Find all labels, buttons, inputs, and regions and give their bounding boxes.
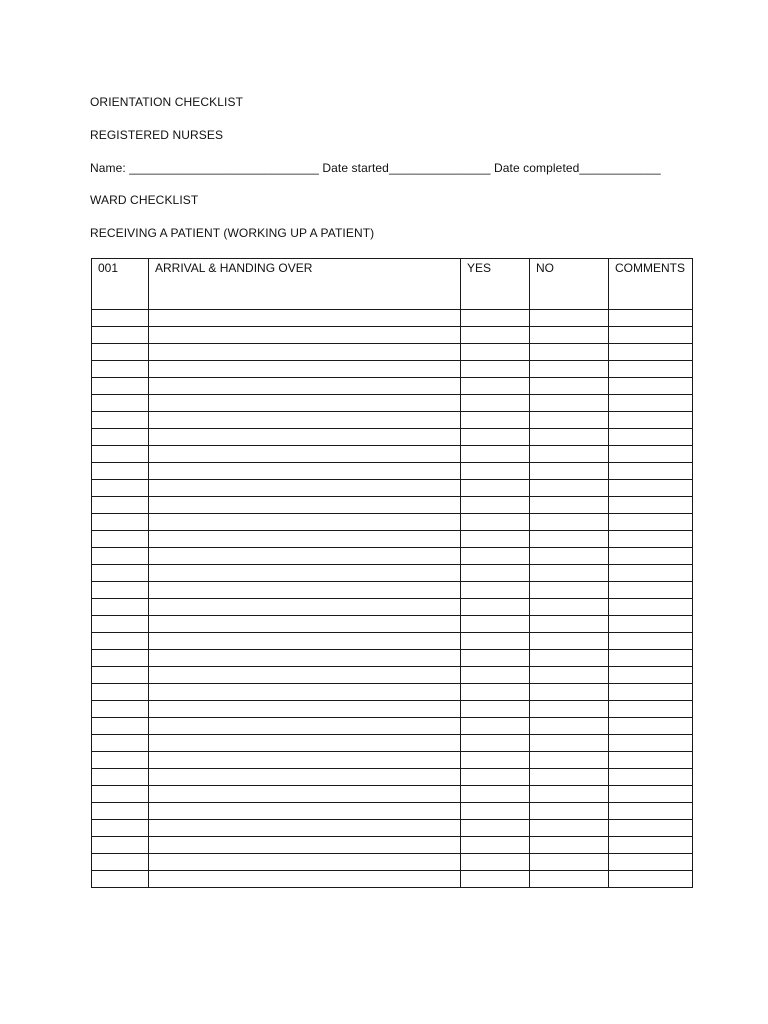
yes-cell[interactable]	[461, 480, 530, 497]
item-cell[interactable]	[149, 786, 461, 803]
no-cell[interactable]	[530, 565, 609, 582]
no-cell[interactable]	[530, 599, 609, 616]
item-cell[interactable]	[149, 514, 461, 531]
yes-cell[interactable]	[461, 327, 530, 344]
checklist-table	[91, 258, 693, 888]
no-cell[interactable]	[530, 616, 609, 633]
table-row	[92, 718, 693, 735]
no-cell[interactable]	[530, 752, 609, 769]
code-cell[interactable]	[92, 548, 149, 565]
item-cell[interactable]	[149, 310, 461, 327]
yes-cell[interactable]	[461, 633, 530, 650]
yes-cell[interactable]	[461, 582, 530, 599]
table-row	[92, 412, 693, 429]
code-cell[interactable]	[92, 344, 149, 361]
table-row	[92, 378, 693, 395]
header-yes: YES	[461, 259, 530, 310]
table-row	[92, 616, 693, 633]
no-cell[interactable]	[530, 446, 609, 463]
item-cell[interactable]	[149, 650, 461, 667]
yes-cell[interactable]	[461, 820, 530, 837]
comments-cell[interactable]	[609, 582, 693, 599]
comments-cell[interactable]	[609, 752, 693, 769]
comments-cell[interactable]	[609, 718, 693, 735]
yes-cell[interactable]	[461, 310, 530, 327]
item-cell[interactable]	[149, 565, 461, 582]
comments-cell[interactable]	[609, 412, 693, 429]
comments-cell[interactable]	[609, 565, 693, 582]
no-cell[interactable]	[530, 429, 609, 446]
no-cell[interactable]	[530, 871, 609, 888]
comments-cell[interactable]	[609, 701, 693, 718]
comments-cell[interactable]	[609, 769, 693, 786]
comments-cell[interactable]	[609, 684, 693, 701]
comments-cell[interactable]	[609, 599, 693, 616]
comments-cell[interactable]	[609, 803, 693, 820]
yes-cell[interactable]	[461, 616, 530, 633]
item-cell[interactable]	[149, 718, 461, 735]
no-cell[interactable]	[530, 803, 609, 820]
yes-cell[interactable]	[461, 395, 530, 412]
comments-cell[interactable]	[609, 531, 693, 548]
comments-cell[interactable]	[609, 548, 693, 565]
table-row	[92, 344, 693, 361]
code-cell[interactable]	[92, 667, 149, 684]
yes-cell[interactable]	[461, 548, 530, 565]
item-cell[interactable]	[149, 531, 461, 548]
table-row	[92, 582, 693, 599]
code-cell[interactable]	[92, 803, 149, 820]
code-cell[interactable]	[92, 497, 149, 514]
table-row	[92, 327, 693, 344]
yes-cell[interactable]	[461, 803, 530, 820]
table-row	[92, 361, 693, 378]
code-cell[interactable]	[92, 514, 149, 531]
no-cell[interactable]	[530, 633, 609, 650]
table-row	[92, 531, 693, 548]
table-row	[92, 854, 693, 871]
yes-cell[interactable]	[461, 429, 530, 446]
no-cell[interactable]	[530, 361, 609, 378]
table-row	[92, 463, 693, 480]
comments-cell[interactable]	[609, 650, 693, 667]
no-cell[interactable]	[530, 837, 609, 854]
table-row	[92, 548, 693, 565]
comments-cell[interactable]	[609, 480, 693, 497]
item-cell[interactable]	[149, 701, 461, 718]
no-cell[interactable]	[530, 344, 609, 361]
table-row	[92, 803, 693, 820]
no-cell[interactable]	[530, 786, 609, 803]
comments-cell[interactable]	[609, 735, 693, 752]
document-title: ORIENTATION CHECKLIST	[90, 95, 244, 109]
comments-cell[interactable]	[609, 497, 693, 514]
yes-cell[interactable]	[461, 446, 530, 463]
no-cell[interactable]	[530, 735, 609, 752]
comments-cell[interactable]	[609, 463, 693, 480]
no-cell[interactable]	[530, 701, 609, 718]
no-cell[interactable]	[530, 395, 609, 412]
table-row	[92, 667, 693, 684]
comments-cell[interactable]	[609, 633, 693, 650]
code-cell[interactable]	[92, 327, 149, 344]
item-cell[interactable]	[149, 854, 461, 871]
comments-cell[interactable]	[609, 344, 693, 361]
code-cell[interactable]	[92, 310, 149, 327]
yes-cell[interactable]	[461, 701, 530, 718]
table-row	[92, 820, 693, 837]
table-row	[92, 684, 693, 701]
subsection-heading: RECEIVING A PATIENT (WORKING UP A PATIENT)	[90, 226, 375, 240]
document-subtitle: REGISTERED NURSES	[90, 128, 224, 142]
comments-cell[interactable]	[609, 310, 693, 327]
item-cell[interactable]	[149, 378, 461, 395]
yes-cell[interactable]	[461, 667, 530, 684]
header-code: 001	[92, 259, 149, 310]
yes-cell[interactable]	[461, 735, 530, 752]
table-row	[92, 514, 693, 531]
code-cell[interactable]	[92, 718, 149, 735]
yes-cell[interactable]	[461, 684, 530, 701]
no-cell[interactable]	[530, 327, 609, 344]
yes-cell[interactable]	[461, 378, 530, 395]
no-cell[interactable]	[530, 650, 609, 667]
item-cell[interactable]	[149, 344, 461, 361]
code-cell[interactable]	[92, 701, 149, 718]
item-cell[interactable]	[149, 395, 461, 412]
comments-cell[interactable]	[609, 667, 693, 684]
item-cell[interactable]	[149, 735, 461, 752]
table-row	[92, 735, 693, 752]
comments-cell[interactable]	[609, 837, 693, 854]
code-cell[interactable]	[92, 582, 149, 599]
header-no: NO	[530, 259, 609, 310]
item-cell[interactable]	[149, 429, 461, 446]
code-cell[interactable]	[92, 378, 149, 395]
item-cell[interactable]	[149, 548, 461, 565]
item-cell[interactable]	[149, 463, 461, 480]
code-cell[interactable]	[92, 446, 149, 463]
table-row	[92, 633, 693, 650]
item-cell[interactable]	[149, 361, 461, 378]
fields-line: Name: ____________________________ Date started_______________ Date completed____________	[90, 161, 661, 175]
item-cell[interactable]	[149, 667, 461, 684]
no-cell[interactable]	[530, 548, 609, 565]
no-cell[interactable]	[530, 463, 609, 480]
comments-cell[interactable]	[609, 395, 693, 412]
yes-cell[interactable]	[461, 871, 530, 888]
yes-cell[interactable]	[461, 344, 530, 361]
yes-cell[interactable]	[461, 752, 530, 769]
no-cell[interactable]	[530, 378, 609, 395]
comments-cell[interactable]	[609, 616, 693, 633]
yes-cell[interactable]	[461, 565, 530, 582]
no-cell[interactable]	[530, 667, 609, 684]
yes-cell[interactable]	[461, 650, 530, 667]
no-cell[interactable]	[530, 769, 609, 786]
yes-cell[interactable]	[461, 412, 530, 429]
no-cell[interactable]	[530, 497, 609, 514]
comments-cell[interactable]	[609, 327, 693, 344]
table-row	[92, 769, 693, 786]
table-row	[92, 310, 693, 327]
table-row	[92, 446, 693, 463]
code-cell[interactable]	[92, 633, 149, 650]
code-cell[interactable]	[92, 650, 149, 667]
table-row	[92, 565, 693, 582]
item-cell[interactable]	[149, 837, 461, 854]
yes-cell[interactable]	[461, 361, 530, 378]
no-cell[interactable]	[530, 310, 609, 327]
table-row	[92, 480, 693, 497]
comments-cell[interactable]	[609, 871, 693, 888]
table-row	[92, 786, 693, 803]
no-cell[interactable]	[530, 531, 609, 548]
code-cell[interactable]	[92, 565, 149, 582]
table-row	[92, 752, 693, 769]
yes-cell[interactable]	[461, 531, 530, 548]
comments-cell[interactable]	[609, 514, 693, 531]
code-cell[interactable]	[92, 412, 149, 429]
yes-cell[interactable]	[461, 786, 530, 803]
yes-cell[interactable]	[461, 514, 530, 531]
code-cell[interactable]	[92, 769, 149, 786]
comments-cell[interactable]	[609, 786, 693, 803]
comments-cell[interactable]	[609, 820, 693, 837]
item-cell[interactable]	[149, 582, 461, 599]
item-cell[interactable]	[149, 327, 461, 344]
no-cell[interactable]	[530, 412, 609, 429]
no-cell[interactable]	[530, 480, 609, 497]
yes-cell[interactable]	[461, 718, 530, 735]
table-row	[92, 701, 693, 718]
header-item: ARRIVAL & HANDING OVER	[149, 259, 461, 310]
code-cell[interactable]	[92, 480, 149, 497]
item-cell[interactable]	[149, 769, 461, 786]
section-heading: WARD CHECKLIST	[90, 193, 199, 207]
item-cell[interactable]	[149, 803, 461, 820]
table-header-row	[92, 259, 693, 310]
code-cell[interactable]	[92, 599, 149, 616]
code-cell[interactable]	[92, 616, 149, 633]
comments-cell[interactable]	[609, 429, 693, 446]
yes-cell[interactable]	[461, 769, 530, 786]
no-cell[interactable]	[530, 854, 609, 871]
no-cell[interactable]	[530, 684, 609, 701]
yes-cell[interactable]	[461, 497, 530, 514]
item-cell[interactable]	[149, 497, 461, 514]
code-cell[interactable]	[92, 429, 149, 446]
yes-cell[interactable]	[461, 599, 530, 616]
comments-cell[interactable]	[609, 361, 693, 378]
table-row	[92, 429, 693, 446]
code-cell[interactable]	[92, 395, 149, 412]
comments-cell[interactable]	[609, 378, 693, 395]
table-row	[92, 837, 693, 854]
item-cell[interactable]	[149, 480, 461, 497]
no-cell[interactable]	[530, 582, 609, 599]
table-row	[92, 599, 693, 616]
yes-cell[interactable]	[461, 837, 530, 854]
table-row	[92, 650, 693, 667]
yes-cell[interactable]	[461, 854, 530, 871]
code-cell[interactable]	[92, 684, 149, 701]
comments-cell[interactable]	[609, 446, 693, 463]
code-cell[interactable]	[92, 531, 149, 548]
item-cell[interactable]	[149, 633, 461, 650]
item-cell[interactable]	[149, 752, 461, 769]
code-cell[interactable]	[92, 854, 149, 871]
table-row	[92, 871, 693, 888]
no-cell[interactable]	[530, 514, 609, 531]
code-cell[interactable]	[92, 752, 149, 769]
no-cell[interactable]	[530, 718, 609, 735]
code-cell[interactable]	[92, 871, 149, 888]
item-cell[interactable]	[149, 599, 461, 616]
table-row	[92, 497, 693, 514]
code-cell[interactable]	[92, 463, 149, 480]
item-cell[interactable]	[149, 684, 461, 701]
code-cell[interactable]	[92, 786, 149, 803]
code-cell[interactable]	[92, 361, 149, 378]
code-cell[interactable]	[92, 820, 149, 837]
item-cell[interactable]	[149, 412, 461, 429]
comments-cell[interactable]	[609, 854, 693, 871]
item-cell[interactable]	[149, 871, 461, 888]
item-cell[interactable]	[149, 820, 461, 837]
code-cell[interactable]	[92, 837, 149, 854]
item-cell[interactable]	[149, 446, 461, 463]
header-comments: COMMENTS	[609, 259, 693, 310]
code-cell[interactable]	[92, 735, 149, 752]
no-cell[interactable]	[530, 820, 609, 837]
item-cell[interactable]	[149, 616, 461, 633]
yes-cell[interactable]	[461, 463, 530, 480]
table-row	[92, 395, 693, 412]
